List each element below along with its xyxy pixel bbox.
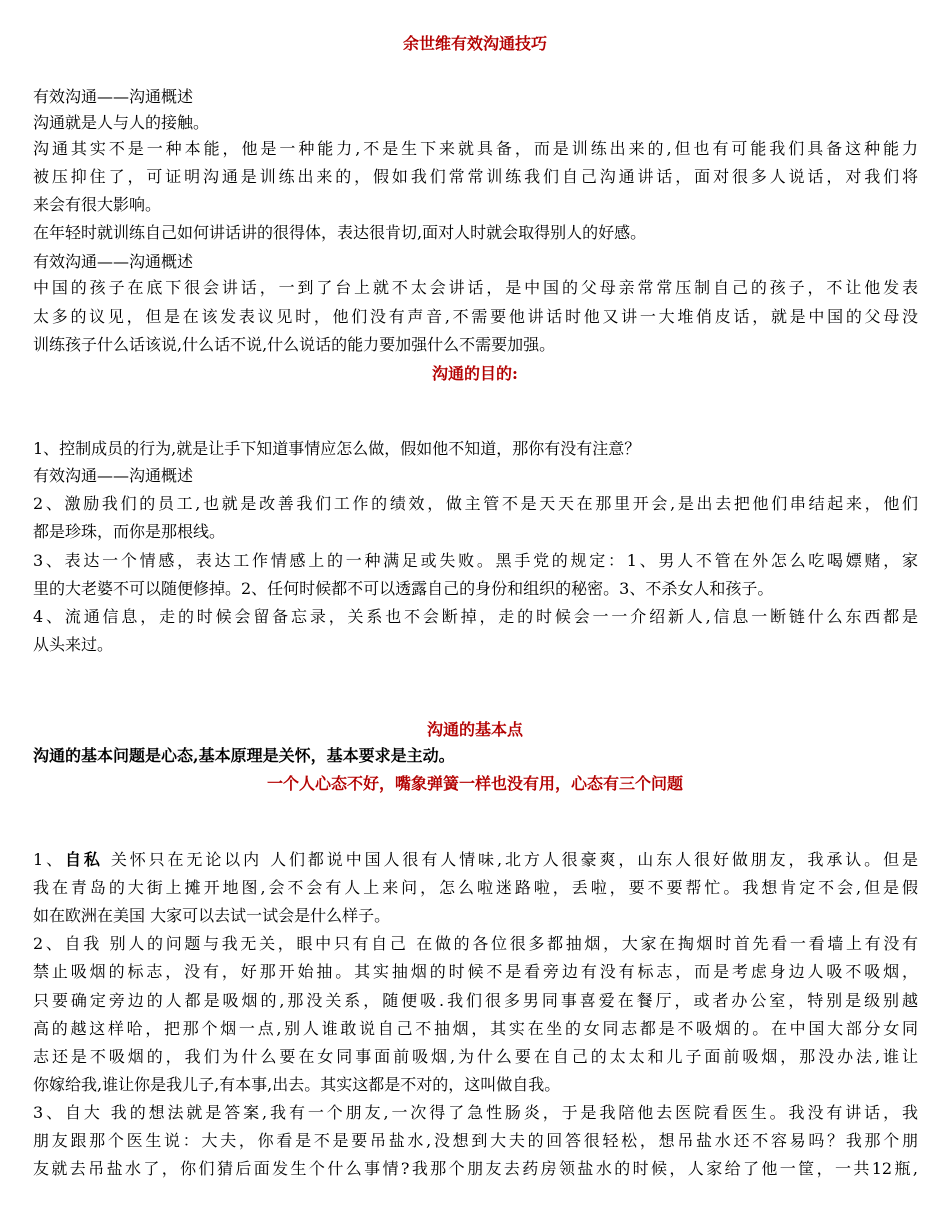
text-line: 你嫁给我,谁让你是我儿子,有本事,出去。其实这都是不对的，这叫做自我。 [33,1075,561,1094]
text-line: 4、流通信息，走的时候会留备忘录，关系也不会断掉，走的时候会一一介绍新人,信息一断链什么东西都是 [33,607,918,626]
text-line: 禁止吸烟的标志，没有，好那开始抽。其实抽烟的时候不是看旁边有没有标志，而是考虑身边人吸不吸烟， [33,962,918,981]
text-line: 训练孩子什么话该说,什么话不说,什么说话的能力要加强什么不需要加强。 [33,335,556,354]
text-line: 3、表达一个情感，表达工作情感上的一种满足或失败。黑手党的规定：1、男人不管在外怎么吃喝嫖赌，家 [33,551,918,570]
text-line: 中国的孩子在底下很会讲话，一到了台上就不太会讲话，是中国的父母亲常常压制自己的孩子，不让他发表 [33,278,918,297]
text-line: 志还是不吸烟的，我们为什么要在女同事面前吸烟,为什么要在自己的太太和儿子面前吸烟，那没办法,谁让 [33,1047,918,1066]
text-line: 2、自我 别人的问题与我无关，眼中只有自己 在做的各位很多都抽烟，大家在掏烟时首先看一看墙上有没有 [33,934,918,953]
text-line: 沟通就是人与人的接触。 [33,113,210,132]
text-line: 被压抑住了，可证明沟通是训练出来的，假如我们常常训练我们自己沟通讲话，面对很多人说话，对我们将 [33,167,918,186]
item-term: 自私 [65,850,103,869]
text-line: 里的大老婆不可以随便修掉。2、任何时候都不可以透露自己的身份和组织的秘密。3、不杀女人和孩子。 [33,579,774,598]
text-line: 朋友跟那个医生说：大夫，你看是不是要吊盐水,没想到大夫的回答很轻松，想吊盐水还不容易吗？我那个朋 [33,1131,918,1150]
text-line: 有效沟通——沟通概述 [33,466,194,485]
text-line: 1、控制成员的行为,就是让手下知道事情应怎么做，假如他不知道，那你有没有注意？ [33,439,641,458]
text-line: 有效沟通——沟通概述 [33,252,194,271]
item-text: 关怀只在无论以内 人们都说中国人很有人情味,北方人很豪爽，山东人很好做朋友，我承认。但是 [102,850,918,869]
item-number: 1、 [33,850,65,869]
text-line: 我在青岛的大街上摊开地图,会不会有人上来问，怎么啦迷路啦，丢啦，要不要帮忙。我想肯定不会,但是假 [33,878,918,897]
text-line: 从头来过。 [33,635,114,654]
text-line: 太多的议见，但是在该发表议见时，他们没有声音,不需要他讲话时他又讲一大堆俏皮话，就是中国的父母没 [33,307,918,326]
text-line: 友就去吊盐水了，你们猜后面发生个什么事情?我那个朋友去药房领盐水的时候，人家给了他一筐，一共12瓶, [33,1159,918,1178]
text-line: 沟通其实不是一种本能，他是一种能力,不是生下来就具备，而是训练出来的,但也有可能我们具备这种能力 [33,139,918,158]
text-line: 有效沟通——沟通概述 [33,87,194,106]
document-title: 余世维有效沟通技巧 [402,34,547,53]
text-line: 都是珍珠，而你是那根线。 [33,522,226,541]
text-line [33,849,918,871]
text-line: 3、自大 我的想法就是答案,我有一个朋友,一次得了急性肠炎，于是我陪他去医院看医生。我没有讲话，我 [33,1103,918,1122]
section-heading-purpose: 沟通的目的: [432,364,518,383]
text-line: 高的越这样哈，把那个烟一点,别人谁敢说自己不抽烟，其实在坐的女同志都是不吸烟的。在中国大部分女同 [33,1019,918,1038]
text-line: 只要确定旁边的人都是吸烟的,那没关系，随便吸.我们很多男同事喜爱在餐厅，或者办公室，特别是级别越 [33,991,918,1010]
text-line: 在年轻时就训练自己如何讲话讲的很得体，表达很肯切,面对人时就会取得别人的好感。 [33,223,647,242]
text-line: 来会有很大影响。 [33,195,162,214]
text-line: 2、激励我们的员工,也就是改善我们工作的绩效，做主管不是天天在那里开会,是出去把他们串结起来，他们 [33,494,918,513]
section-heading-basic: 沟通的基本点 [426,720,523,739]
basic-statement: 沟通的基本问题是心态,基本原理是关怀，基本要求是主动。 [33,746,455,765]
basic-subline: 一个人心态不好，嘴象弹簧一样也没有用，心态有三个问题 [266,774,683,793]
text-line: 如在欧洲在美国 大家可以去试一试会是什么样子。 [33,906,391,925]
